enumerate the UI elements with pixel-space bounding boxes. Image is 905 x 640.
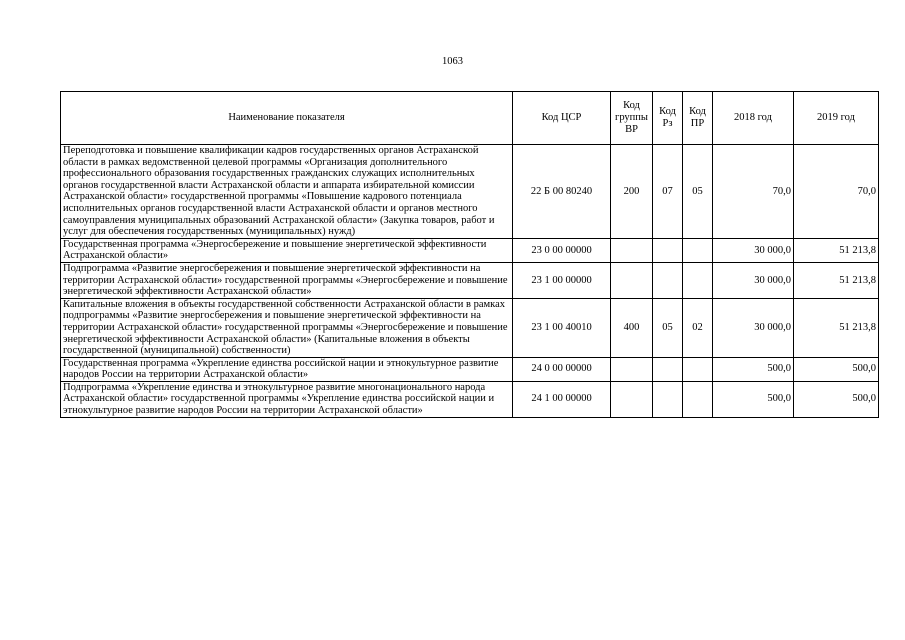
- row-rz: 07: [653, 145, 683, 239]
- row-csr: 22 Б 00 80240: [513, 145, 611, 239]
- table-row: [61, 381, 879, 417]
- header-row: [61, 92, 879, 145]
- row-2018: 30 000,0: [713, 262, 794, 298]
- header-vr: Код группы ВР: [611, 92, 653, 145]
- table-row: [61, 262, 879, 298]
- row-2019: 70,0: [794, 145, 879, 239]
- row-pr: [683, 262, 713, 298]
- row-rz: [653, 381, 683, 417]
- header-name: Наименование показателя: [61, 92, 513, 145]
- row-rz: [653, 357, 683, 381]
- header-2018: 2018 год: [713, 92, 794, 145]
- row-csr: 24 1 00 00000: [513, 381, 611, 417]
- row-2019: 500,0: [794, 381, 879, 417]
- row-csr: 23 0 00 00000: [513, 238, 611, 262]
- page-number: 1063: [442, 56, 463, 67]
- row-pr: [683, 381, 713, 417]
- row-2018: 30 000,0: [713, 298, 794, 357]
- row-rz: [653, 262, 683, 298]
- row-2018: 30 000,0: [713, 238, 794, 262]
- row-csr: 23 1 00 40010: [513, 298, 611, 357]
- header-csr: Код ЦСР: [513, 92, 611, 145]
- row-name: Подпрограмма «Укрепление единства и этнокультурное развитие многонационального народа Астраханской области» государственной программы «Укрепление единства российской нации и этнокультурное развитие народов России на территории Астраханской области»: [61, 381, 513, 417]
- row-2018: 500,0: [713, 381, 794, 417]
- row-vr: 400: [611, 298, 653, 357]
- row-rz: 05: [653, 298, 683, 357]
- row-vr: 200: [611, 145, 653, 239]
- row-csr: 23 1 00 00000: [513, 262, 611, 298]
- row-pr: [683, 357, 713, 381]
- header-rz: Код Рз: [653, 92, 683, 145]
- row-name: Переподготовка и повышение квалификации кадров государственных органов Астраханской области в рамках ведомственной целевой программы «Организация дополнительного профессионального образования государственных гражданских служащих исполнительных органов государственной власти Астраханской области и аппарата избирательной комиссии Астраханской области» государственной программы «Повышение кадрового потенциала исполнительных органов государственной власти Астраханской области и органов местного самоуправления муниципальных образований Астраханской области» (Закупка товаров, работ и услуг для обеспечения государственных (муниципальных) нужд): [61, 145, 513, 239]
- row-vr: [611, 381, 653, 417]
- row-2018: 70,0: [713, 145, 794, 239]
- row-pr: 02: [683, 298, 713, 357]
- table-row: [61, 298, 879, 357]
- row-2019: 500,0: [794, 357, 879, 381]
- row-name: Капитальные вложения в объекты государственной собственности Астраханской области в рамках подпрограммы «Развитие энергосбережения и повышение энергетической эффективности на территории Астраханской области» государственной программы «Энергосбережение и повышение энергетической эффективности Астраханской области» (Капитальные вложения в объекты государственной (муниципальной) собственности): [61, 298, 513, 357]
- table-row: [61, 238, 879, 262]
- row-csr: 24 0 00 00000: [513, 357, 611, 381]
- row-pr: [683, 238, 713, 262]
- row-vr: [611, 357, 653, 381]
- table-row: [61, 357, 879, 381]
- row-2019: 51 213,8: [794, 298, 879, 357]
- row-vr: [611, 262, 653, 298]
- row-2019: 51 213,8: [794, 238, 879, 262]
- header-pr: Код ПР: [683, 92, 713, 145]
- row-name: Государственная программа «Энергосбережение и повышение энергетической эффективности Астраханской области»: [61, 238, 513, 262]
- row-rz: [653, 238, 683, 262]
- header-2019: 2019 год: [794, 92, 879, 145]
- budget-table: [60, 91, 879, 418]
- row-vr: [611, 238, 653, 262]
- row-name: Подпрограмма «Развитие энергосбережения и повышение энергетической эффективности на территории Астраханской области» государственной программы «Энергосбережение и повышение энергетической эффективности Астраханской области»: [61, 262, 513, 298]
- row-name: Государственная программа «Укрепление единства российской нации и этнокультурное развитие народов России на территории Астраханской области»: [61, 357, 513, 381]
- row-pr: 05: [683, 145, 713, 239]
- table-row: [61, 145, 879, 239]
- row-2019: 51 213,8: [794, 262, 879, 298]
- row-2018: 500,0: [713, 357, 794, 381]
